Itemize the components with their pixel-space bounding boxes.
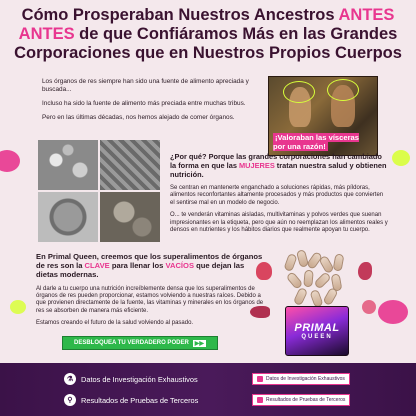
page-title (8, 6, 408, 63)
document-icon (257, 397, 263, 403)
product-bottle (285, 306, 349, 356)
processed-food-photo (100, 140, 160, 190)
packaged-food-photo (38, 192, 98, 242)
badge-label: Datos de Investigación Exhaustivos (266, 376, 345, 382)
research-data-link[interactable] (64, 373, 198, 385)
intro-text (42, 78, 252, 128)
research-data-badge[interactable] (252, 373, 350, 385)
microscope-icon: ⚲ (64, 394, 76, 406)
capsule (322, 287, 338, 306)
headline-part: de que Confiáramos Más en las Grandes Corporaciones que en Nuestros Propios Cuerpos (14, 25, 402, 62)
paint-splat (0, 150, 20, 172)
pills-photo (38, 140, 98, 190)
headline-part: Cómo Prosperaban Nuestros Ancestros (21, 6, 339, 24)
primal-paragraph: Estamos creando el futuro de la salud volviendo al pasado. (36, 320, 194, 327)
primal-heading: En Primal Queen, creemos que los superalimentos de órganos de res son la CLAVE para llenar los VACÍOS que dejan las dietas modernas. (36, 252, 263, 280)
paint-splat (392, 150, 410, 166)
processed-food-collage (38, 140, 160, 242)
heart-icon (256, 262, 272, 280)
brand-name: PRIMAL (294, 321, 340, 334)
headline-accent: ANTES (338, 6, 395, 24)
why-paragraph: O... te venderán vitaminas aisladas, multivitaminas y polvos verdes que suenan impresionantes en la etiqueta, pero que aún no reemplazan los alimentos reales y densos en nutrientes y los hábitos diarios que realmente apoyan tu cuerpo. (170, 212, 388, 234)
why-section (170, 152, 388, 239)
flask-icon: ⚗ (64, 373, 76, 385)
paint-splat (10, 300, 26, 314)
research-data-label: Datos de Investigación Exhaustivos (81, 374, 198, 384)
capsule (333, 253, 345, 271)
capsule (303, 270, 313, 288)
cta-label: DESBLOQUEA TU VERDADERO PODER (73, 340, 189, 346)
primal-paragraph: Al darle a tu cuerpo una nutrición increíblemente densa que los superalimentos de órganos de res pueden proporcionar, estamos volviendo a nuestras raíces. Debido a que provienen directamente de la fuente, las vitaminas y minerales en los órganos de res se absorben de manera más eficiente. (36, 285, 264, 314)
ancestors-image (268, 76, 378, 156)
intro-paragraph: Los órganos de res siempre han sido una fuente de alimento apreciada y buscada... (42, 78, 249, 93)
primal-queen-section (36, 252, 268, 333)
lab-results-link[interactable] (64, 394, 198, 406)
capsules-pile (280, 250, 354, 310)
document-icon (257, 376, 263, 382)
brand-name: QUEEN (301, 333, 333, 340)
capsule (318, 255, 334, 274)
powder-photo (100, 192, 160, 242)
lab-results-label: Resultados de Pruebas de Terceros (81, 395, 199, 405)
image-caption: ¡Valoraban las vísceras por una razón! (273, 133, 360, 151)
intro-paragraph: Pero en las últimas décadas, nos hemos alejado de comer órganos. (42, 114, 235, 121)
footer-bar (0, 363, 416, 416)
uterus-icon (362, 300, 376, 314)
kidney-icon (358, 262, 372, 280)
highlight-circle (283, 81, 315, 103)
unlock-power-button[interactable] (62, 336, 218, 350)
badge-label: Resultados de Pruebas de Terceros (266, 397, 346, 403)
arrow-icon: ▶▶ (194, 340, 205, 347)
why-heading: ¿Por qué? Porque las grandes corporaciones han cambiado la forma en que las MUJERES tratan nuestra salud y obtienen nutrición. (170, 152, 387, 179)
capsule (283, 253, 297, 272)
headline-accent: ANTES (18, 25, 75, 43)
capsule (293, 287, 308, 306)
capsule (313, 271, 331, 289)
liver-icon (250, 306, 270, 318)
paint-splat (378, 300, 408, 324)
lab-results-badge[interactable] (252, 394, 350, 406)
intro-paragraph: Incluso ha sido la fuente de alimento más preciada entre muchas tribus. (42, 100, 246, 107)
highlight-circle (327, 79, 359, 101)
why-paragraph: Se centran en mantenerte enganchado a soluciones rápidas, más píldoras, alimentos reconfortantes altamente procesados y más productos que convierten el sentirse mal en un modelo de negocio. (170, 185, 384, 206)
